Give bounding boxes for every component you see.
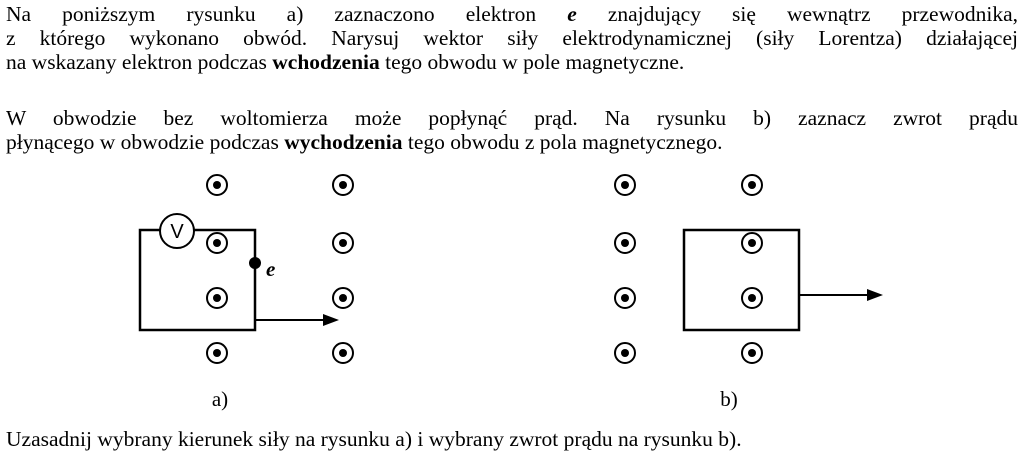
field-out-of-page-icon <box>742 175 762 195</box>
field-out-of-page-icon <box>742 288 762 308</box>
magnetic-field-figure <box>0 160 1024 420</box>
field-out-of-page-icon <box>615 233 635 253</box>
text-fragment: na wskazany elektron podczas <box>6 50 273 74</box>
velocity-arrow-a-head <box>323 314 339 326</box>
field-out-of-page-icon <box>333 288 353 308</box>
bold-word-wychodzenia: wychodzenia <box>284 130 403 154</box>
field-out-of-page-icon <box>615 175 635 195</box>
field-out-of-page-icon <box>742 233 762 253</box>
electron-dot <box>249 257 261 269</box>
task-paragraph-3: Uzasadnij wybrany kierunek siły na rysunku a) i wybrany zwrot prądu na rysunku b). <box>6 427 742 451</box>
paragraph-1-line-2: z którego wykonano obwód. Narysuj wektor siły elektrodynamicznej (siły Lorentza) działającej <box>6 26 1018 50</box>
field-out-of-page-icon <box>615 343 635 363</box>
text-fragment: tego obwodu z pola magnetycznego. <box>402 130 723 154</box>
paragraph-1-line-1 <box>6 2 1018 26</box>
field-out-of-page-icon <box>742 343 762 363</box>
task-paragraph-2 <box>6 106 1018 154</box>
paragraph-1-line-3 <box>6 50 1018 74</box>
field-out-of-page-icon <box>207 288 227 308</box>
paragraph-2-line-1: W obwodzie bez woltomierza może popłynąć prąd. Na rysunku b) zaznacz zwrot prądu <box>6 106 1018 130</box>
text-fragment: płynącego w obwodzie podczas <box>6 130 285 154</box>
task-paragraph-1 <box>6 2 1018 74</box>
field-out-of-page-icon <box>333 343 353 363</box>
field-out-of-page-icon <box>207 175 227 195</box>
figure-label-b: b) <box>720 387 738 411</box>
field-out-of-page-icon <box>333 175 353 195</box>
velocity-arrow-b-head <box>867 289 883 301</box>
voltmeter-symbol: V <box>170 221 184 243</box>
text-fragment: znajdujący się wewnątrz przewodnika, <box>576 2 1018 26</box>
paragraph-2-line-2 <box>6 130 1018 154</box>
text-fragment: tego obwodu w pole magnetyczne. <box>379 50 685 74</box>
field-out-of-page-icon <box>207 343 227 363</box>
bold-word-wchodzenia: wchodzenia <box>272 50 380 74</box>
electron-label: e <box>266 257 276 281</box>
field-dots <box>207 175 762 363</box>
circuit-loop-a <box>140 230 255 330</box>
figure-label-a: a) <box>211 387 229 411</box>
electron-symbol: e <box>567 2 577 26</box>
field-out-of-page-icon <box>615 288 635 308</box>
text-fragment: Na poniższym rysunku a) zaznaczono elektron <box>6 2 568 26</box>
field-out-of-page-icon <box>333 233 353 253</box>
field-out-of-page-icon <box>207 233 227 253</box>
